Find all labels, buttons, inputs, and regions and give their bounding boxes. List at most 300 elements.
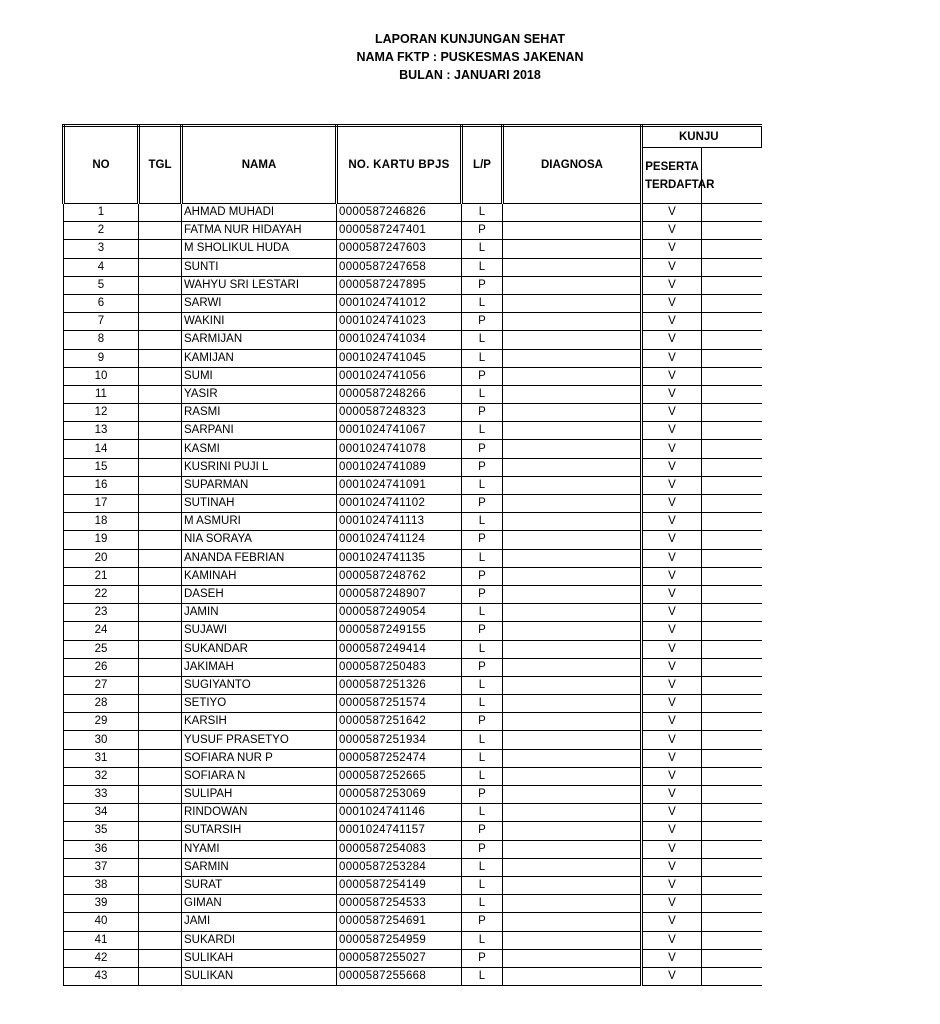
row-kartu: 0000587254691 [337, 913, 462, 931]
row-diagnosa [503, 876, 642, 894]
row-peserta: V [642, 658, 702, 676]
col-header-peserta-line2: TERDAFTAR [645, 178, 715, 191]
row-tgl [139, 585, 182, 603]
row-tgl [139, 840, 182, 858]
row-diagnosa [503, 476, 642, 494]
row-no: 35 [64, 822, 139, 840]
row-extra [702, 422, 762, 440]
row-tgl [139, 422, 182, 440]
row-lp: L [462, 385, 503, 403]
col-header-lp: L/P [462, 126, 503, 204]
row-kartu: 0000587247401 [337, 222, 462, 240]
row-nama: SURAT [182, 876, 337, 894]
row-peserta: V [642, 222, 702, 240]
row-no: 28 [64, 695, 139, 713]
table-row [64, 258, 762, 276]
row-kartu: 0000587253069 [337, 786, 462, 804]
row-extra [702, 949, 762, 967]
table-row [64, 458, 762, 476]
row-tgl [139, 640, 182, 658]
row-nama: KARSIH [182, 713, 337, 731]
row-lp: P [462, 495, 503, 513]
row-no: 30 [64, 731, 139, 749]
table-row [64, 931, 762, 949]
col-header-peserta [642, 148, 715, 204]
row-nama: GIMAN [182, 895, 337, 913]
row-tgl [139, 731, 182, 749]
table-row [64, 967, 762, 985]
row-extra [702, 676, 762, 694]
row-tgl [139, 676, 182, 694]
visit-table [62, 124, 762, 986]
row-lp: P [462, 531, 503, 549]
row-lp: L [462, 931, 503, 949]
row-lp: P [462, 313, 503, 331]
row-kartu: 0001024741102 [337, 495, 462, 513]
row-nama: SULIKAH [182, 949, 337, 967]
row-extra [702, 294, 762, 312]
table-row [64, 676, 762, 694]
row-extra [702, 367, 762, 385]
report-month: BULAN : JANUARI 2018 [399, 68, 541, 82]
row-lp: P [462, 440, 503, 458]
row-kartu: 0000587248762 [337, 567, 462, 585]
row-peserta: V [642, 640, 702, 658]
row-lp: P [462, 567, 503, 585]
row-peserta: V [642, 567, 702, 585]
row-nama: SARPANI [182, 422, 337, 440]
row-peserta: V [642, 840, 702, 858]
row-diagnosa [503, 895, 642, 913]
row-kartu: 0000587247603 [337, 240, 462, 258]
col-header-nama: NAMA [182, 126, 337, 204]
row-no: 17 [64, 495, 139, 513]
row-nama: FATMA NUR HIDAYAH [182, 222, 337, 240]
row-nama: SUJAWI [182, 622, 337, 640]
row-nama: SOFIARA N [182, 767, 337, 785]
row-kartu: 0000587247658 [337, 258, 462, 276]
row-lp: L [462, 640, 503, 658]
row-extra [702, 495, 762, 513]
row-lp: L [462, 240, 503, 258]
table-row [64, 622, 762, 640]
row-lp: P [462, 713, 503, 731]
row-lp: L [462, 731, 503, 749]
row-lp: L [462, 676, 503, 694]
row-extra [702, 476, 762, 494]
row-diagnosa [503, 367, 642, 385]
row-kartu: 0000587248323 [337, 404, 462, 422]
row-diagnosa [503, 422, 642, 440]
row-diagnosa [503, 404, 642, 422]
row-extra [702, 913, 762, 931]
row-diagnosa [503, 276, 642, 294]
row-extra [702, 713, 762, 731]
row-extra [702, 640, 762, 658]
row-tgl [139, 404, 182, 422]
row-peserta: V [642, 622, 702, 640]
row-tgl [139, 440, 182, 458]
col-header-tgl: TGL [139, 126, 182, 204]
row-peserta: V [642, 731, 702, 749]
row-tgl [139, 895, 182, 913]
row-no: 9 [64, 349, 139, 367]
row-peserta: V [642, 258, 702, 276]
table-row [64, 731, 762, 749]
row-kartu: 0000587250483 [337, 658, 462, 676]
row-no: 12 [64, 404, 139, 422]
table-row [64, 767, 762, 785]
row-no: 21 [64, 567, 139, 585]
table-row [64, 840, 762, 858]
row-no: 6 [64, 294, 139, 312]
row-diagnosa [503, 349, 642, 367]
row-no: 26 [64, 658, 139, 676]
row-nama: AHMAD MUHADI [182, 204, 337, 222]
row-peserta: V [642, 240, 702, 258]
row-lp: L [462, 513, 503, 531]
row-diagnosa [503, 385, 642, 403]
table-row [64, 604, 762, 622]
row-lp: L [462, 476, 503, 494]
row-no: 25 [64, 640, 139, 658]
table-row [64, 222, 762, 240]
row-extra [702, 731, 762, 749]
row-no: 22 [64, 585, 139, 603]
row-lp: L [462, 294, 503, 312]
row-tgl [139, 567, 182, 585]
row-diagnosa [503, 331, 642, 349]
row-no: 19 [64, 531, 139, 549]
row-peserta: V [642, 476, 702, 494]
row-tgl [139, 549, 182, 567]
row-extra [702, 858, 762, 876]
row-no: 27 [64, 676, 139, 694]
row-peserta: V [642, 858, 702, 876]
row-no: 37 [64, 858, 139, 876]
row-kartu: 0000587254083 [337, 840, 462, 858]
row-tgl [139, 367, 182, 385]
report-header [0, 30, 940, 84]
row-lp: P [462, 949, 503, 967]
row-diagnosa [503, 858, 642, 876]
row-no: 15 [64, 458, 139, 476]
row-no: 7 [64, 313, 139, 331]
row-no: 40 [64, 913, 139, 931]
row-no: 23 [64, 604, 139, 622]
row-peserta: V [642, 331, 702, 349]
row-tgl [139, 949, 182, 967]
row-tgl [139, 967, 182, 985]
row-diagnosa [503, 204, 642, 222]
row-no: 43 [64, 967, 139, 985]
row-extra [702, 204, 762, 222]
row-extra [702, 531, 762, 549]
row-nama: JAMI [182, 913, 337, 931]
row-lp: P [462, 222, 503, 240]
row-kartu: 0000587255027 [337, 949, 462, 967]
row-no: 24 [64, 622, 139, 640]
row-no: 32 [64, 767, 139, 785]
table-row [64, 585, 762, 603]
row-kartu: 0001024741078 [337, 440, 462, 458]
row-kartu: 0000587252474 [337, 749, 462, 767]
table-row [64, 422, 762, 440]
row-extra [702, 567, 762, 585]
row-no: 42 [64, 949, 139, 967]
row-no: 11 [64, 385, 139, 403]
row-lp: L [462, 422, 503, 440]
row-lp: L [462, 549, 503, 567]
row-extra [702, 458, 762, 476]
row-tgl [139, 204, 182, 222]
row-kartu: 0000587254149 [337, 876, 462, 894]
report-title: LAPORAN KUNJUNGAN SEHAT [374, 32, 566, 46]
row-peserta: V [642, 440, 702, 458]
row-lp: P [462, 404, 503, 422]
row-kartu: 0001024741089 [337, 458, 462, 476]
row-kartu: 0001024741012 [337, 294, 462, 312]
fktp-name: NAMA FKTP : PUSKESMAS JAKENAN [356, 50, 584, 64]
row-peserta: V [642, 458, 702, 476]
row-tgl [139, 313, 182, 331]
table-row [64, 513, 762, 531]
row-no: 20 [64, 549, 139, 567]
row-extra [702, 513, 762, 531]
row-lp: L [462, 767, 503, 785]
row-peserta: V [642, 294, 702, 312]
table-row [64, 658, 762, 676]
row-tgl [139, 931, 182, 949]
row-peserta: V [642, 422, 702, 440]
table-row [64, 895, 762, 913]
row-tgl [139, 876, 182, 894]
row-lp: L [462, 876, 503, 894]
row-nama: RASMI [182, 404, 337, 422]
row-kartu: 0001024741045 [337, 349, 462, 367]
row-kartu: 0000587251934 [337, 731, 462, 749]
row-peserta: V [642, 604, 702, 622]
row-nama: WAHYU SRI LESTARI [182, 276, 337, 294]
row-kartu: 0000587251574 [337, 695, 462, 713]
row-lp: P [462, 913, 503, 931]
table-row [64, 204, 762, 222]
row-lp: L [462, 204, 503, 222]
row-diagnosa [503, 804, 642, 822]
row-peserta: V [642, 385, 702, 403]
row-extra [702, 749, 762, 767]
row-lp: L [462, 258, 503, 276]
row-extra [702, 658, 762, 676]
row-lp: L [462, 604, 503, 622]
row-extra [702, 822, 762, 840]
table-body [64, 204, 762, 986]
row-peserta: V [642, 349, 702, 367]
row-no: 10 [64, 367, 139, 385]
row-peserta: V [642, 804, 702, 822]
row-kartu: 0000587246826 [337, 204, 462, 222]
row-peserta: V [642, 404, 702, 422]
row-tgl [139, 913, 182, 931]
row-diagnosa [503, 713, 642, 731]
row-tgl [139, 385, 182, 403]
row-no: 16 [64, 476, 139, 494]
row-tgl [139, 531, 182, 549]
col-header-diagnosa: DIAGNOSA [503, 126, 642, 204]
row-diagnosa [503, 676, 642, 694]
table-row [64, 549, 762, 567]
row-lp: P [462, 786, 503, 804]
row-nama: SUTARSIH [182, 822, 337, 840]
table-row [64, 331, 762, 349]
row-extra [702, 276, 762, 294]
row-nama: DASEH [182, 585, 337, 603]
row-kartu: 0000587249414 [337, 640, 462, 658]
row-lp: P [462, 840, 503, 858]
table-row [64, 858, 762, 876]
row-peserta: V [642, 913, 702, 931]
row-nama: YUSUF PRASETYO [182, 731, 337, 749]
row-peserta: V [642, 931, 702, 949]
row-nama: KASMI [182, 440, 337, 458]
row-diagnosa [503, 549, 642, 567]
row-extra [702, 604, 762, 622]
row-tgl [139, 604, 182, 622]
row-no: 4 [64, 258, 139, 276]
row-kartu: 0001024741023 [337, 313, 462, 331]
row-nama: SUMI [182, 367, 337, 385]
row-diagnosa [503, 695, 642, 713]
table-row [64, 804, 762, 822]
row-peserta: V [642, 495, 702, 513]
row-nama: SARMIN [182, 858, 337, 876]
row-no: 41 [64, 931, 139, 949]
row-nama: SUKARDI [182, 931, 337, 949]
row-peserta: V [642, 967, 702, 985]
row-extra [702, 240, 762, 258]
table-row [64, 313, 762, 331]
row-kartu: 0000587247895 [337, 276, 462, 294]
row-nama: SUGIYANTO [182, 676, 337, 694]
row-peserta: V [642, 713, 702, 731]
row-tgl [139, 749, 182, 767]
row-diagnosa [503, 513, 642, 531]
col-header-peserta-line1: PESERTA [645, 160, 699, 173]
row-kartu: 0000587253284 [337, 858, 462, 876]
row-lp: L [462, 967, 503, 985]
row-kartu: 0000587248266 [337, 385, 462, 403]
col-header-kartu: NO. KARTU BPJS [337, 126, 462, 204]
row-extra [702, 895, 762, 913]
table-row [64, 349, 762, 367]
row-diagnosa [503, 786, 642, 804]
row-kartu: 0000587249054 [337, 604, 462, 622]
row-no: 14 [64, 440, 139, 458]
row-nama: NYAMI [182, 840, 337, 858]
row-peserta: V [642, 531, 702, 549]
row-lp: L [462, 695, 503, 713]
row-tgl [139, 622, 182, 640]
row-kartu: 0000587255668 [337, 967, 462, 985]
row-nama: SOFIARA NUR P [182, 749, 337, 767]
row-peserta: V [642, 313, 702, 331]
row-extra [702, 967, 762, 985]
row-no: 13 [64, 422, 139, 440]
row-tgl [139, 804, 182, 822]
row-nama: SARWI [182, 294, 337, 312]
row-diagnosa [503, 731, 642, 749]
row-diagnosa [503, 840, 642, 858]
row-peserta: V [642, 749, 702, 767]
row-kartu: 0001024741135 [337, 549, 462, 567]
row-nama: KUSRINI PUJI L [182, 458, 337, 476]
row-extra [702, 440, 762, 458]
row-extra [702, 331, 762, 349]
row-extra [702, 786, 762, 804]
row-tgl [139, 294, 182, 312]
row-kartu: 0001024741157 [337, 822, 462, 840]
row-nama: SUNTI [182, 258, 337, 276]
row-peserta: V [642, 276, 702, 294]
table-row [64, 822, 762, 840]
row-nama: JAKIMAH [182, 658, 337, 676]
row-extra [702, 622, 762, 640]
col-header-no: NO [64, 126, 139, 204]
row-tgl [139, 240, 182, 258]
row-diagnosa [503, 913, 642, 931]
table-row [64, 713, 762, 731]
row-nama: SULIPAH [182, 786, 337, 804]
row-nama: KAMINAH [182, 567, 337, 585]
row-diagnosa [503, 222, 642, 240]
row-kartu: 0001024741067 [337, 422, 462, 440]
row-kartu: 0000587251642 [337, 713, 462, 731]
row-extra [702, 876, 762, 894]
visit-table-container [62, 124, 768, 988]
row-kartu: 0000587252665 [337, 767, 462, 785]
row-nama: YASIR [182, 385, 337, 403]
row-diagnosa [503, 567, 642, 585]
row-lp: P [462, 658, 503, 676]
row-nama: SARMIJAN [182, 331, 337, 349]
row-no: 18 [64, 513, 139, 531]
table-row [64, 949, 762, 967]
row-peserta: V [642, 949, 702, 967]
row-nama: M SHOLIKUL HUDA [182, 240, 337, 258]
table-row [64, 294, 762, 312]
row-nama: SUPARMAN [182, 476, 337, 494]
table-row [64, 786, 762, 804]
row-no: 29 [64, 713, 139, 731]
table-row [64, 495, 762, 513]
row-extra [702, 931, 762, 949]
row-tgl [139, 458, 182, 476]
row-diagnosa [503, 822, 642, 840]
row-diagnosa [503, 495, 642, 513]
row-peserta: V [642, 876, 702, 894]
row-extra [702, 385, 762, 403]
row-tgl [139, 222, 182, 240]
row-nama: JAMIN [182, 604, 337, 622]
row-kartu: 0000587254959 [337, 931, 462, 949]
row-nama: SUTINAH [182, 495, 337, 513]
row-extra [702, 840, 762, 858]
table-row [64, 240, 762, 258]
row-lp: L [462, 331, 503, 349]
row-extra [702, 258, 762, 276]
table-row [64, 440, 762, 458]
table-row [64, 385, 762, 403]
